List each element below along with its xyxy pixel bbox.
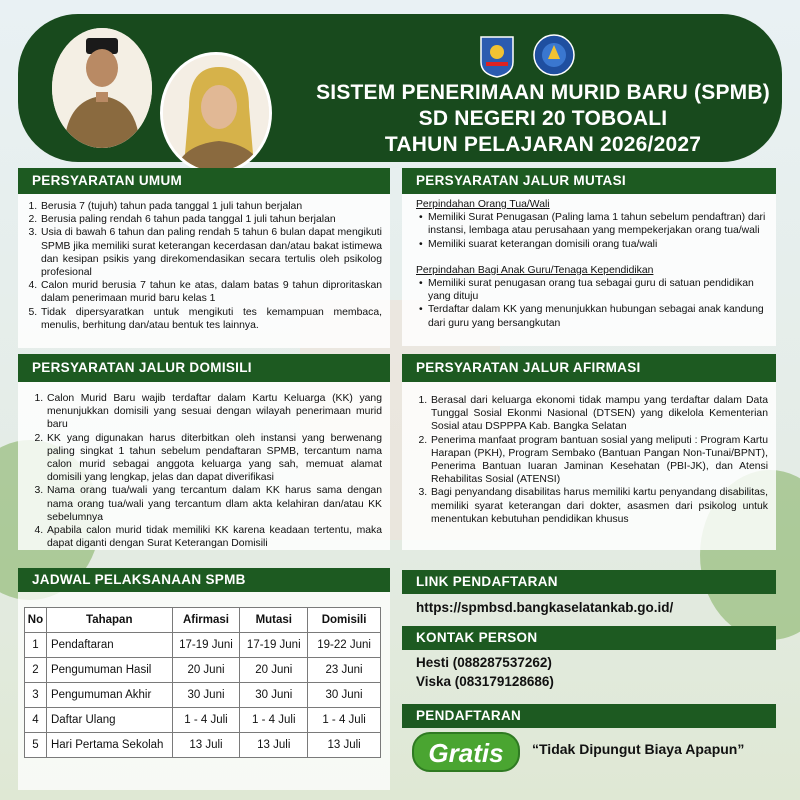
domisili-item: 4. Apabila calon murid tidak memiliki KK karena keadaan tertentu, maka dapat diganti dengan Surat Keterangan Domisili [46, 524, 382, 550]
table-cell: 3 [25, 683, 47, 708]
column-header: Afirmasi [172, 608, 240, 633]
domisili-item: 3. Nama orang tua/wali yang tercantum dalam KK harus sama dengan nama orang tua/wali yang tercantum dlam akta kelahiran dan/atau KK sebelumnya [46, 484, 382, 524]
afirmasi-item: 2. Penerima manfaat program bantuan sosial yang meliputi : Program Kartu Harapan (PKH), Program Sembako (Bantuan Pangan Non-Tunai/BPNT), Penerima Bantuan Iuaran Jaminan Kesehatan (PBI-JK), dan Atensi Rehabilitas Sosial (ATENSI) [430, 434, 768, 487]
mutasi-group-title: Perpindahan Orang Tua/Wali [416, 199, 550, 210]
link-heading: LINK PENDAFTARAN [402, 570, 776, 594]
contact-person: Viska (083179128686) [416, 674, 554, 689]
table-cell: 20 Juni [172, 658, 240, 683]
table-cell: 1 [25, 633, 47, 658]
umum-item: 1. Berusia 7 (tujuh) tahun pada tanggal 1 juli tahun berjalan [40, 200, 382, 213]
domisili-heading: PERSYARATAN JALUR DOMISILI [18, 354, 390, 382]
domisili-item: 2. KK yang digunakan harus diterbitkan oleh instansi yang berwenang paling singkat 1 tahun sebelum pendaftaran SPMB, tercantum nama calon murid sebagai anggota keluarga yang sah, memuat alamat domisili yang lengkap, jelas dan dapat diverifikasi [46, 432, 382, 485]
table-cell: 30 Juni [308, 683, 381, 708]
umum-item: 4. Calon murid berusia 7 tahun ke atas, dalam batas 9 tahun diproritaskan dalam penerimaan murid baru kelas 1 [40, 279, 382, 305]
table-cell: 1 - 4 Juli [240, 708, 308, 733]
kontak-heading: KONTAK PERSON [402, 626, 776, 650]
umum-item: 3. Usia di bawah 6 tahun dan paling rendah 5 tahun 6 bulan dapat mengikuti SPMB jika memiliki surat keterangan kecerdasan dan/atau bakat istimewa dan kesipan psikis yang direkomendasikan secara tertulis oleh psikolog profesional [40, 226, 382, 279]
umum-panel [18, 168, 390, 348]
pendaftaran-heading: PENDAFTARAN [402, 704, 776, 728]
afirmasi-item: 3. Bagi penyandang disabilitas harus memiliki kartu penyandang disabilitas, memiliki syarat keterangan dari dokter, asasmen dari psikolog untuk menentukan kebutuhan pendidikan khusus [430, 486, 768, 526]
table-cell: 13 Juli [308, 733, 381, 758]
mutasi-bullet: • Memiliki surat penugasan orang tua sebagai guru di satuan pendidikan yang dituju [428, 277, 766, 303]
afirmasi-body [416, 394, 768, 526]
umum-body [26, 200, 382, 332]
mutasi-bullet: • Memiliki Surat Penugasan (Paling lama 1 tahun sebelum pendaftran) dari instansi, lembaga atau perusahaan yang mempekerjakan orang tua/wali [428, 211, 766, 237]
title-line: TAHUN PELAJARAN 2026/2027 [384, 133, 702, 156]
column-header: Tahapan [46, 608, 172, 633]
table-cell: Pendaftaran [46, 633, 172, 658]
afirmasi-panel [402, 354, 776, 550]
header-banner [18, 14, 782, 162]
schedule-table [24, 607, 381, 758]
table-row [25, 658, 381, 683]
table-row [25, 633, 381, 658]
table-cell: Pengumuman Akhir [46, 683, 172, 708]
table-cell: 1 - 4 Juli [308, 708, 381, 733]
table-cell: 30 Juni [172, 683, 240, 708]
table-cell: 19-22 Juni [308, 633, 381, 658]
teacher-photo [160, 52, 272, 174]
afirmasi-heading: PERSYARATAN JALUR AFIRMASI [402, 354, 776, 382]
table-cell: Pengumuman Hasil [46, 658, 172, 683]
page-title [288, 80, 798, 158]
table-cell: Daftar Ulang [46, 708, 172, 733]
table-cell: 20 Juni [240, 658, 308, 683]
afirmasi-item: 1. Berasal dari keluarga ekonomi tidak mampu yang terdaftar dalam Data Tunggal Sosial Ekonmi Nasional (DTSEN) yang dikelola Kementerian Sosial atau DSPPPA Kab. Bangka Selatan [430, 394, 768, 434]
mutasi-group-title: Perpindahan Bagi Anak Guru/Tenaga Kependidikan [416, 264, 654, 276]
table-cell: 17-19 Juni [172, 633, 240, 658]
mutasi-bullet: • Terdaftar dalam KK yang menunjukkan hubungan sebagai anak kandung dari guru yang bersangkutan [428, 303, 766, 329]
table-cell: 30 Juni [240, 683, 308, 708]
umum-item: 5. Tidak dipersyaratkan untuk mengikuti tes kemampuan membaca, menulis, berhitung dan/atau bentuk tes lainnya. [40, 306, 382, 332]
contact-person: Hesti (088287537262) [416, 655, 552, 670]
table-header-row [25, 608, 381, 633]
table-row [25, 708, 381, 733]
column-header: Mutasi [240, 608, 308, 633]
mutasi-panel [402, 168, 776, 346]
table-cell: 4 [25, 708, 47, 733]
education-logo [533, 34, 575, 76]
jadwal-heading: JADWAL PELAKSANAAN SPMB [18, 568, 390, 592]
domisili-panel [18, 354, 390, 550]
gratis-badge: Gratis [412, 732, 520, 772]
table-cell: 5 [25, 733, 47, 758]
mutasi-heading: PERSYARATAN JALUR MUTASI [402, 168, 776, 194]
umum-heading: PERSYARATAN UMUM [18, 168, 390, 194]
domisili-body [32, 392, 382, 550]
regency-logo [478, 34, 516, 78]
column-header: No [25, 608, 47, 633]
mutasi-bullet: • Memiliki suarat keterangan domisili orang tua/wali [428, 238, 766, 251]
table-cell: 2 [25, 658, 47, 683]
title-line: SISTEM PENERIMAAN MURID BARU (SPMB) [316, 81, 770, 104]
registration-link[interactable]: https://spmbsd.bangkaselatankab.go.id/ [416, 600, 674, 615]
table-row [25, 683, 381, 708]
table-cell: 13 Juli [240, 733, 308, 758]
mutasi-body [416, 198, 766, 330]
table-cell: 1 - 4 Juli [172, 708, 240, 733]
column-header: Domisili [308, 608, 381, 633]
table-cell: 23 Juni [308, 658, 381, 683]
umum-item: 2. Berusia paling rendah 6 tahun pada tanggal 1 juli tahun berjalan [40, 213, 382, 226]
domisili-item: 1. Calon Murid Baru wajib terdaftar dalam Kartu Keluarga (KK) yang menunjukkan domisili yang sesuai dengan wilayah penerimaan murid baru [46, 392, 382, 432]
title-line: SD NEGERI 20 TOBOALI [418, 107, 668, 130]
table-cell: 13 Juli [172, 733, 240, 758]
free-quote: “Tidak Dipungut Biaya Apapun” [532, 741, 745, 757]
table-cell: Hari Pertama Sekolah [46, 733, 172, 758]
principal-photo [52, 28, 152, 148]
table-row [25, 733, 381, 758]
table-cell: 17-19 Juni [240, 633, 308, 658]
